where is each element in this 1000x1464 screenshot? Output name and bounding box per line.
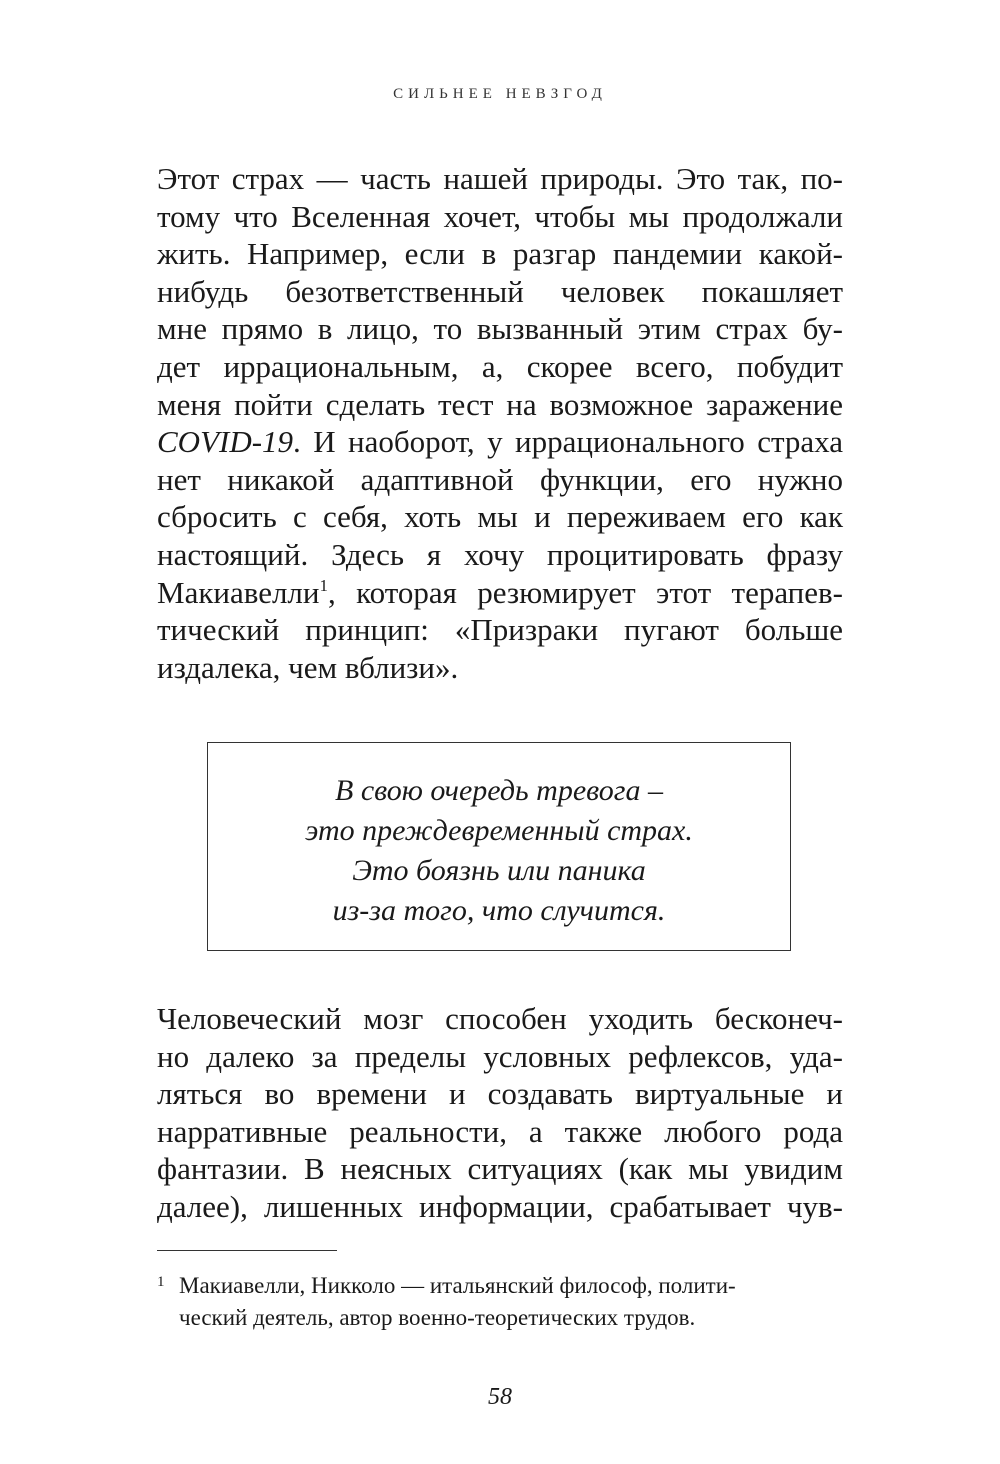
paragraph-line: далее), лишенных информации, срабатывает чув- bbox=[157, 1188, 843, 1224]
quote-line: Это боязнь или паника bbox=[352, 854, 646, 887]
paragraph-line: настоящий. Здесь я хочу процитировать фразу bbox=[157, 536, 843, 572]
paragraph-line: тический принцип: «Призраки пугают больше bbox=[157, 612, 843, 648]
footnote-number: 1 bbox=[157, 1274, 165, 1290]
paragraph-line-rest: . И наоборот, у иррационального страха bbox=[293, 424, 843, 460]
footnote-line: ческий деятель, автор военно-теоретических трудов. bbox=[179, 1305, 696, 1330]
quote-line: В свою очередь тревога – bbox=[335, 774, 663, 807]
covid-term: COVID-19 bbox=[157, 424, 294, 460]
paragraph-line-rest: , которая резюмирует этот терапев- bbox=[327, 574, 843, 610]
paragraph-2 bbox=[157, 1000, 843, 1226]
paragraph-line bbox=[157, 423, 843, 461]
footnote-line: Макиавелли, Никколо — итальянский философ, полити- bbox=[179, 1273, 736, 1298]
paragraph-line: меня пойти сделать тест на возможное заражение bbox=[157, 386, 843, 422]
paragraph-line: мне прямо в лицо, то вызванный этим страх бу- bbox=[157, 311, 843, 347]
running-head: СИЛЬНЕЕ НЕВЗГОД bbox=[393, 86, 607, 102]
paragraph-line: сбросить с себя, хоть мы и переживаем его как bbox=[157, 499, 843, 535]
page-number: 58 bbox=[488, 1384, 512, 1410]
paragraph-line: тому что Вселенная хочет, чтобы мы продолжали bbox=[157, 198, 843, 234]
quote-line: из-за того, что случится. bbox=[332, 894, 666, 927]
machiavelli-name: Макиавелли bbox=[157, 574, 320, 610]
footnote-reference[interactable]: 1 bbox=[319, 575, 328, 595]
paragraph-line: дет иррациональным, а, скорее всего, побудит bbox=[157, 348, 843, 384]
quote-line: это преждевременный страх. bbox=[305, 814, 693, 847]
paragraph-line: Этот страх — часть нашей природы. Это так, по- bbox=[157, 161, 843, 196]
paragraph-1 bbox=[157, 160, 843, 686]
paragraph-line: жить. Например, если в разгар пандемии какой- bbox=[157, 236, 843, 272]
paragraph-line bbox=[157, 574, 843, 612]
paragraph-line: издалека, чем вблизи». bbox=[157, 649, 459, 685]
paragraph-line: нибудь безответственный человек покашляет bbox=[157, 273, 843, 309]
pull-quote-text bbox=[208, 771, 790, 931]
paragraph-line: но далеко за пределы условных рефлексов, уда- bbox=[157, 1038, 843, 1074]
paragraph-line: Человеческий мозг способен уходить бесконеч- bbox=[157, 1001, 843, 1036]
paragraph-line: нарративные реальности, а также любого рода bbox=[157, 1113, 843, 1149]
pull-quote-box bbox=[207, 742, 791, 951]
paragraph-line: фантазии. В неясных ситуациях (как мы увидим bbox=[157, 1151, 843, 1187]
paragraph-line: ляться во времени и создавать виртуальные и bbox=[157, 1076, 843, 1112]
footnote-divider bbox=[157, 1250, 337, 1251]
footnote bbox=[157, 1270, 843, 1334]
paragraph-line: нет никакой адаптивной функции, его нужно bbox=[157, 461, 843, 497]
footnote-body bbox=[157, 1270, 843, 1334]
